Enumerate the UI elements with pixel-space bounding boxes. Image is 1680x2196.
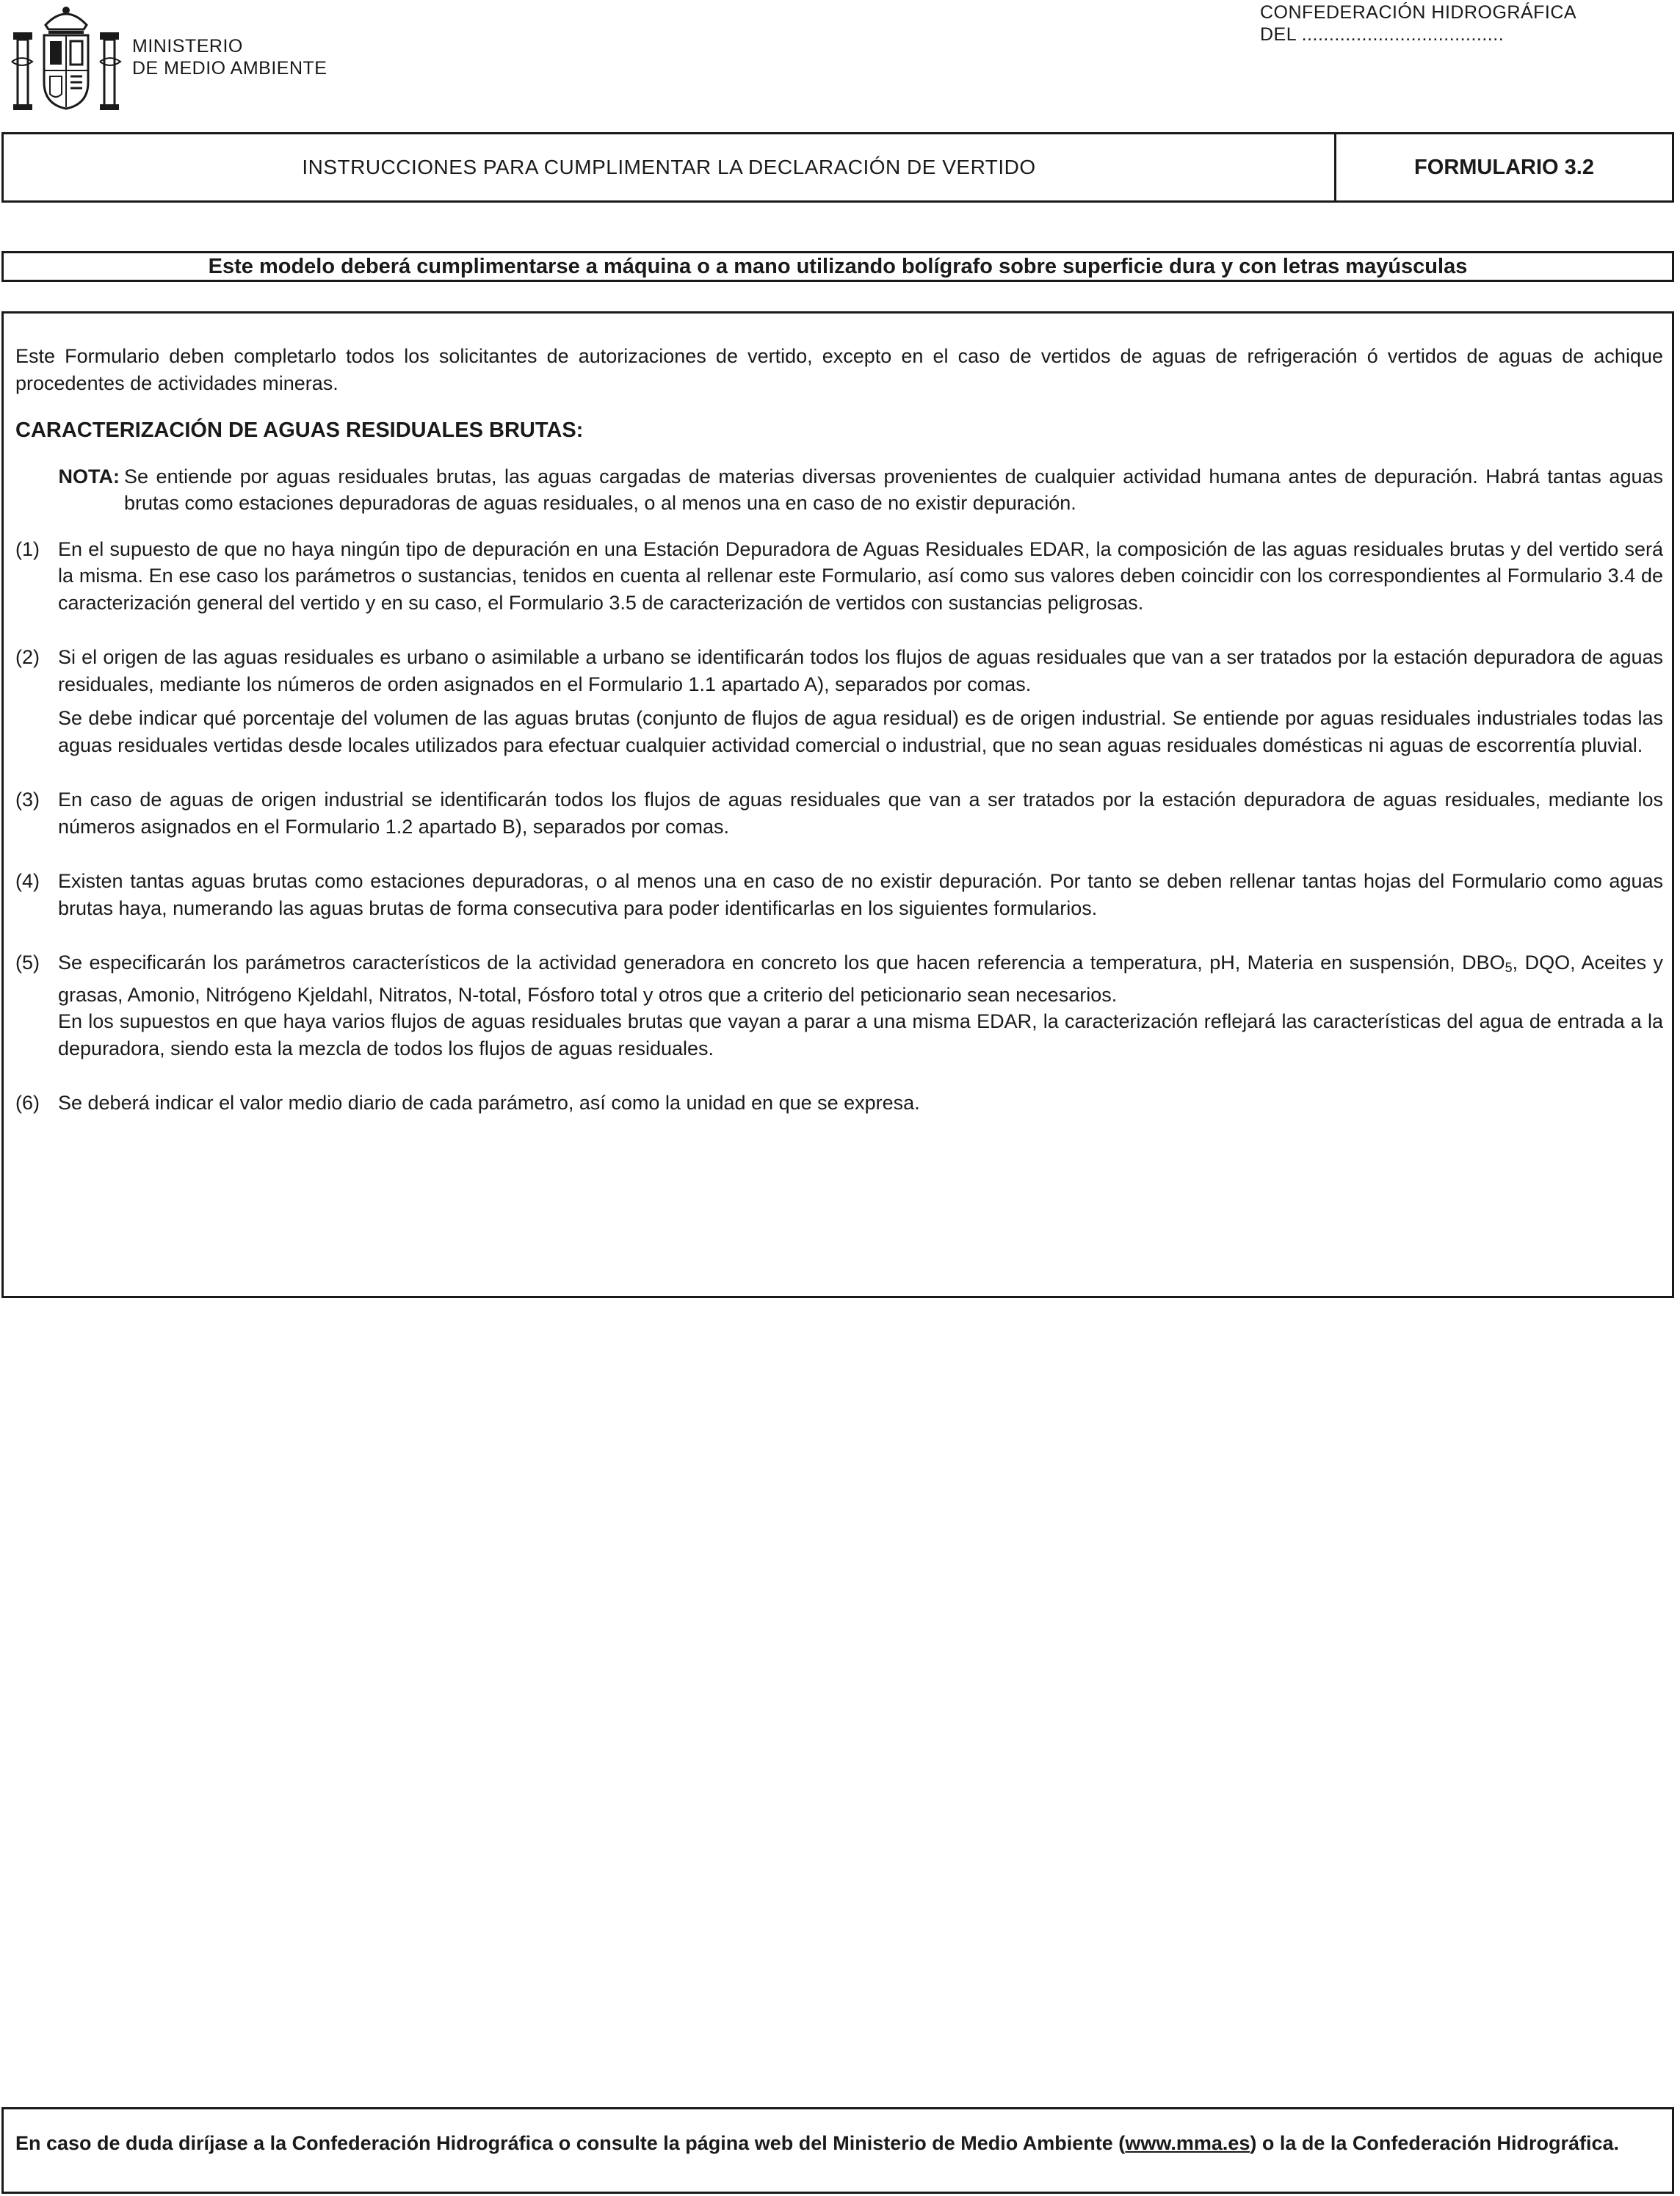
item-text-continued: Se debe indicar qué porcentaje del volumen de las aguas brutas (conjunto de flujos de agua residual) es de origen industrial. Se entiende por aguas residuales industriales todas las aguas residuales vertidas desde locales utilizados para efectuar cualquier actividad comercial o industrial, que no sean aguas residuales domésticas ni aguas de escorrentía pluvial. xyxy=(58,707,1663,756)
section-title: CARACTERIZACIÓN DE AGUAS RESIDUALES BRUTAS: xyxy=(15,418,584,442)
item-number: (6) xyxy=(15,1092,40,1114)
instructions-content xyxy=(1,311,1674,1298)
title-box xyxy=(1,132,1674,203)
footer-text: En caso de duda diríjase a la Confederación Hidrográfica o consulte la página web del Ministerio de Medio Ambiente ( xyxy=(15,2132,1126,2154)
instruction-item-3 xyxy=(15,786,1663,840)
confederation-header xyxy=(1260,1,1576,46)
instruction-item-5 xyxy=(15,949,1663,1062)
item-text: Se especificarán los parámetros característicos de la actividad generadora en concreto los que hacen referencia a temperatura, pH, Materia en suspensión, $DBO_5$, DQO, Aceites y grasas, Amonio, Nitrógeno Kjeldahl, Nitratos, N-total, Fósforo total y otros que a criterio del peticionario sean necesarios. xyxy=(58,952,1663,1006)
ministry-line-1: MINISTERIO xyxy=(132,36,243,57)
ministry-line-2: DE MEDIO AMBIENTE xyxy=(132,58,327,79)
ministry-name xyxy=(132,35,327,79)
item-text: Si el origen de las aguas residuales es urbano o asimilable a urbano se identificarán todos los flujos de aguas residuales que van a ser tratados por la estación depuradora de aguas residuales, mediante los números de orden asignados en el Formulario 1.1 apartado A), separados por comas. xyxy=(58,646,1663,695)
confederation-line-1: CONFEDERACIÓN HIDROGRÁFICA xyxy=(1260,2,1577,23)
item-number: (4) xyxy=(15,870,40,892)
document-title: INSTRUCCIONES PARA CUMPLIMENTAR LA DECLARACIÓN DE VERTIDO xyxy=(4,134,1336,200)
coat-of-arms-logo xyxy=(7,3,125,113)
note-text: Se entiende por aguas residuales brutas, las aguas cargadas de materias diversas provenientes de cualquier actividad humana antes de depuración. Habrá tantas aguas brutas como estaciones depuradoras de aguas residuales, o al menos una en caso de no existir depuración. xyxy=(124,465,1663,514)
instruction-item-6 xyxy=(15,1090,1663,1117)
instruction-banner: Este modelo deberá cumplimentarse a máquina o a mano utilizando bolígrafo sobre superficie dura y con letras mayúsculas xyxy=(1,251,1674,282)
note-block xyxy=(15,463,1663,517)
item-number: (3) xyxy=(15,789,40,811)
item-number: (5) xyxy=(15,952,40,974)
item-text: En el supuesto de que no haya ningún tipo de depuración en una Estación Depuradora de Aguas Residuales EDAR, la composición de las aguas residuales brutas y del vertido será la misma. En ese caso los parámetros o sustancias, tenidos en cuenta al rellenar este Formulario, así como sus valores deben coincidir con los correspondientes al Formulario 3.4 de caracterización general del vertido y en su caso, el Formulario 3.5 de caracterización de vertidos con sustancias peligrosas. xyxy=(58,537,1663,614)
form-number: FORMULARIO 3.2 xyxy=(1414,155,1594,179)
item-number: (1) xyxy=(15,537,40,560)
item-text: Se deberá indicar el valor medio diario de cada parámetro, así como la unidad en que se expresa. xyxy=(58,1092,920,1114)
item-number: (2) xyxy=(15,646,40,668)
instruction-item-2 xyxy=(15,644,1663,758)
footer-text-end: ) o la de la Confederación Hidrográfica. xyxy=(1250,2132,1619,2154)
note-label: NOTA: xyxy=(58,465,120,488)
intro-paragraph: Este Formulario deben completarlo todos los solicitantes de autorizaciones de vertido, excepto en el caso de vertidos de aguas de refrigeración ó vertidos de aguas de achique procedentes de actividades mineras. xyxy=(15,345,1663,394)
website-link[interactable]: www.mma.es xyxy=(1125,2132,1250,2154)
item-text: En caso de aguas de origen industrial se identificarán todos los flujos de aguas residuales que van a ser tratados por la estación depuradora de aguas residuales, mediante los números asignados en el Formulario 1.2 apartado B), separados por comas. xyxy=(58,789,1663,838)
item-text-continued: En los supuestos en que haya varios flujos de aguas residuales brutas que vayan a parar a una misma EDAR, la caracterización reflejará las características del agua de entrada a la depuradora, siendo esta la mezcla de todos los flujos de aguas residuales. xyxy=(58,1010,1663,1059)
item-text: Existen tantas aguas brutas como estaciones depuradoras, o al menos una en caso de no existir depuración. Por tanto se deben rellenar tantas hojas del Formulario como aguas brutas haya, numerando las aguas brutas de forma consecutiva para poder identificarlas en los siguientes formularios. xyxy=(58,870,1663,919)
instruction-item-4 xyxy=(15,868,1663,921)
instruction-item-1 xyxy=(15,536,1663,617)
help-footer xyxy=(1,2107,1674,2194)
confederation-line-2: DEL ..................................... xyxy=(1260,24,1505,45)
